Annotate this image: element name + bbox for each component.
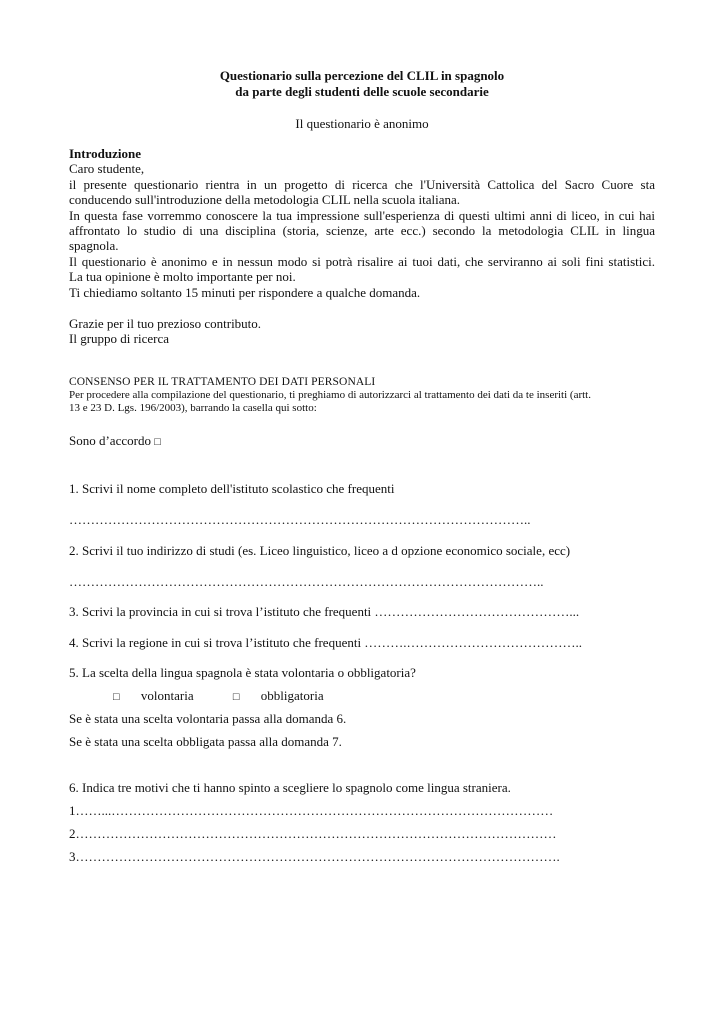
title-line-1: Questionario sulla percezione del CLIL in spagnolo <box>219 68 505 83</box>
agree-checkbox[interactable]: □ <box>154 436 161 448</box>
intro-line: La tua opinione è molto importante per noi. <box>69 269 296 285</box>
option-volontaria-label: volontaria <box>140 688 194 703</box>
question-6: 6. Indica tre motivi che ti hanno spinto a scegliere lo spagnolo come lingua straniera. <box>69 780 511 795</box>
option-obbligatoria-label: obbligatoria <box>260 688 324 703</box>
anonymous-notice: Il questionario è anonimo <box>295 116 429 131</box>
consent-text-line: Per procedere alla compilazione del questionario, ti preghiamo di autorizzarci al trattamento dei dati da te inseriti (artt. <box>69 389 591 401</box>
intro-line: Il questionario è anonimo e in nessun modo si potrà risalire ai tuoi dati, che serviranno ai soli fini statistici. <box>69 253 655 269</box>
question-4[interactable]: 4. Scrivi la regione in cui si trova l’istituto che frequenti ……….………………………………….. <box>69 635 583 650</box>
thanks-line: Grazie per il tuo prezioso contributo. <box>69 316 262 331</box>
intro-line: conducendo sull'introduzione della metodologia CLIL nella scuola italiana. <box>69 192 461 208</box>
question-2: 2. Scrivi il tuo indirizzo di studi (es. Liceo linguistico, liceo a d opzione economico sociale, ecc) <box>69 543 571 558</box>
intro-line: spagnola. <box>69 238 119 254</box>
checkbox-obbligatoria[interactable]: □ <box>232 691 240 703</box>
thanks-section <box>69 316 261 347</box>
intro-line: affrontato lo studio di una disciplina (storia, scienze, arte ecc.) secondo la metodologia CLIL in lingua <box>69 223 655 239</box>
intro-line: In questa fase vorremmo conoscere la tua impressione sull'esperienza di questi ultimi anni di liceo, in cui hai <box>69 207 655 223</box>
answer-field-6-3[interactable]: 3…………………………………………………………………………………………………. <box>69 849 560 864</box>
answer-field-1[interactable]: …………………………………………………………………………………………….. <box>69 512 531 527</box>
answer-field-2[interactable]: ……………………………………………………………………………………………….. <box>69 574 544 589</box>
greeting: Caro studente, <box>69 161 145 177</box>
document-title <box>69 68 655 100</box>
option-obbligatoria[interactable] <box>233 688 342 703</box>
intro-line: Ti chiediamo soltanto 15 minuti per rispondere a qualche domanda. <box>69 284 421 300</box>
question-5: 5. La scelta della lingua spagnola è stata volontaria o obbligatoria? <box>69 665 416 680</box>
consent-section <box>69 376 655 415</box>
checkbox-volontaria[interactable]: □ <box>113 691 120 703</box>
question-3[interactable]: 3. Scrivi la provincia in cui si trova l’istituto che frequenti ………………………………………... <box>69 604 580 619</box>
question-5-options <box>113 688 360 704</box>
option-volontaria[interactable] <box>113 688 212 703</box>
introduction-section <box>69 146 655 300</box>
consent-title: CONSENSO PER IL TRATTAMENTO DEI DATI PERSONALI <box>69 376 376 388</box>
answer-field-6-1[interactable]: 1……...………………………………………………………………………………………… <box>69 803 554 818</box>
question-5-note-2: Se è stata una scelta obbligata passa alla domanda 7. <box>69 734 342 749</box>
agree-label: Sono d’accordo <box>69 433 151 448</box>
consent-text-line: 13 e 23 D. Lgs. 196/2003), barrando la casella qui sotto: <box>69 402 317 414</box>
title-line-2: da parte degli studenti delle scuole secondarie <box>235 84 489 99</box>
consent-agree <box>69 433 161 449</box>
intro-line: il presente questionario rientra in un progetto di ricerca che l'Università Cattolica del Sacro Cuore sta <box>69 176 655 192</box>
introduction-heading: Introduzione <box>69 146 141 161</box>
question-1: 1. Scrivi il nome completo dell'istituto scolastico che frequenti <box>69 481 395 496</box>
signature-line: Il gruppo di ricerca <box>69 331 169 347</box>
question-5-note-1: Se è stata una scelta volontaria passa alla domanda 6. <box>69 711 347 726</box>
answer-field-6-2[interactable]: 2………………………………………………………………………………………………… <box>69 826 557 841</box>
